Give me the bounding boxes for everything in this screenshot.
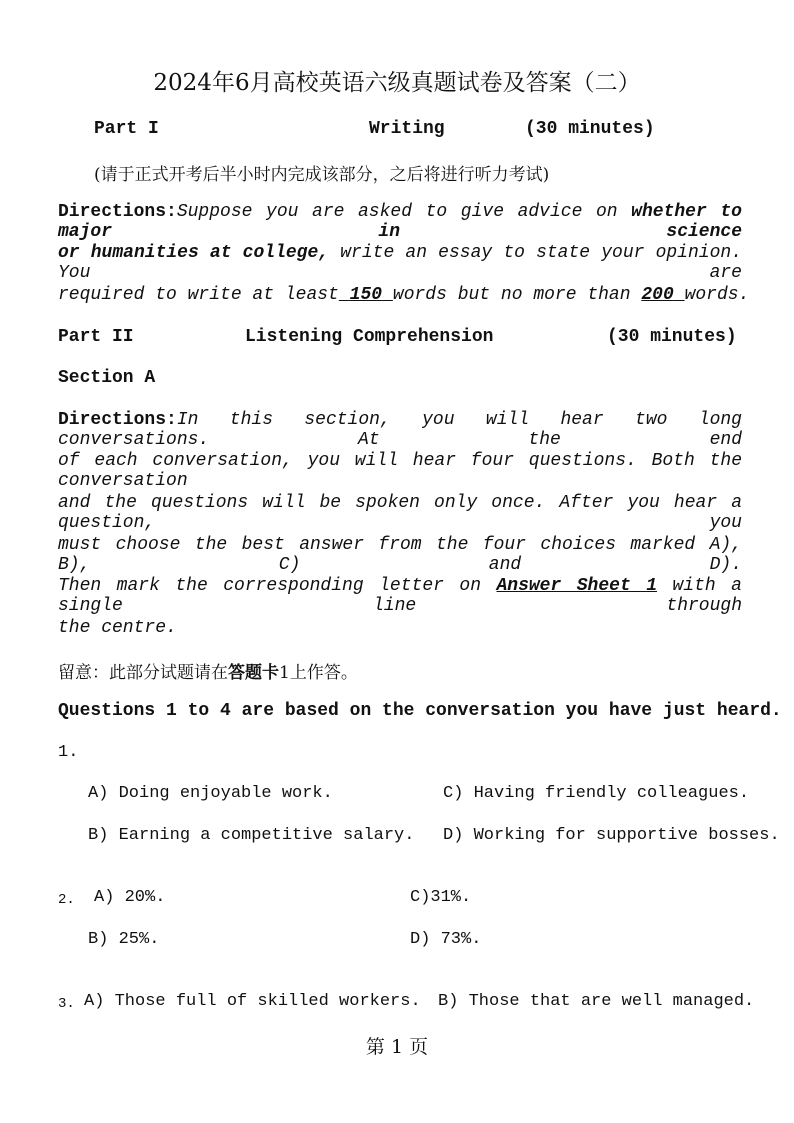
directions-label: Directions: <box>58 202 177 222</box>
part2-label: Part II <box>58 327 134 347</box>
part1-label: Part I <box>94 119 159 139</box>
part2-directions-line3: and the questions will be spoken only once. After you hear a question, you <box>58 493 742 533</box>
q1-option-a: A) Doing enjoyable work. <box>88 784 333 803</box>
q2-option-b: B) 25%. <box>88 930 160 949</box>
page-title: 2024年6月高校英语六级真题试卷及答案（二） <box>153 70 641 96</box>
q3-option-b: B) Those that are well managed. <box>438 992 755 1011</box>
part1-name: Writing <box>369 119 445 139</box>
section-a-heading: Section A <box>58 368 156 388</box>
part1-time: (30 minutes) <box>525 119 655 139</box>
q1-option-b: B) Earning a competitive salary. <box>88 826 415 845</box>
q2-option-c: C)31%. <box>410 888 472 907</box>
part1-directions-line3: required to write at least 150 words but no more than 200 words. <box>58 285 750 305</box>
question-2-number: 2. <box>58 892 75 908</box>
part2-directions-line6: the centre. <box>58 618 177 638</box>
question-3-number: 3. <box>58 996 75 1012</box>
question-1-number: 1. <box>58 743 79 762</box>
part1-note: (请于正式开考后半小时内完成该部分，之后将进行听力考试) <box>94 165 550 185</box>
questions-intro: Questions 1 to 4 are based on the conversation you have just heard. <box>58 701 782 721</box>
part1-directions-line1: Directions:Suppose you are asked to give advice on whether to major in science <box>58 202 742 242</box>
part2-time: (30 minutes) <box>607 327 737 347</box>
part2-directions-line1: Directions:In this section, you will hear two long conversations. At the end <box>58 410 742 450</box>
q2-option-a: A) 20%. <box>94 888 166 907</box>
page-footer: 第 1 页 <box>365 1036 429 1058</box>
part2-name: Listening Comprehension <box>245 327 494 347</box>
part2-directions-line4: must choose the best answer from the four choices marked A), B), C) and D). <box>58 535 742 575</box>
min-words: 150 <box>349 285 383 305</box>
q3-option-a: A) Those full of skilled workers. <box>84 992 421 1011</box>
q2-option-d: D) 73%. <box>410 930 482 949</box>
q1-option-d: D) Working for supportive bosses. <box>443 826 780 845</box>
answer-sheet-ref: Answer Sheet 1 <box>496 576 658 596</box>
part2-directions-line5: Then mark the corresponding letter on Answer Sheet 1 with a single line through <box>58 576 742 616</box>
max-words: 200 <box>641 285 674 305</box>
part2-directions-line2: of each conversation, you will hear four questions. Both the conversation <box>58 451 742 491</box>
answer-notice: 留意：此部分试题请在答题卡1上作答。 <box>58 663 358 683</box>
q1-option-c: C) Having friendly colleagues. <box>443 784 750 803</box>
part1-directions-line2: or humanities at college, write an essay to state your opinion. You are <box>58 243 742 283</box>
